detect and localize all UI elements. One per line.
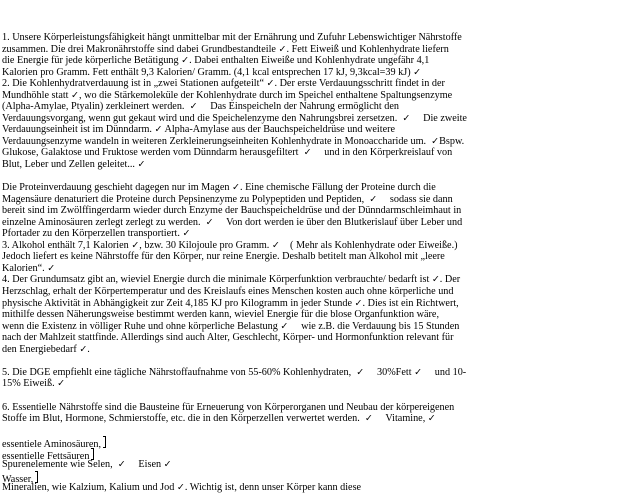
checkmark-icon: ✓ xyxy=(182,228,191,240)
checkmark-icon: ✓ xyxy=(131,239,140,251)
text-line: Verdauungseinheit ist im Dünndarm. ✓ Alpha-Amylase aus der Bauchspeicheldrüse und weitere xyxy=(2,124,396,136)
text-line: Mundhöhle statt ✓, wo die Stärkemoleküle der Kohlenhydrate durch im Speichel enthaltene Spaltungsenzyme xyxy=(2,89,453,101)
checkmark-icon: ✓ xyxy=(354,297,363,309)
text-line: Magensäure denaturiert die Proteine durch Pepsinenzyme zu Polypeptiden und Peptiden, ✓ sodass sie dann xyxy=(2,193,453,205)
text-line: Verdauungsvorgang, wenn gut gekaut wird und die Speichelenzyme den Nahrungsbrei zersetzen. ✓ Die zweite xyxy=(2,112,467,124)
text-line: 6. Essentielle Nährstoffe sind die Bausteine für Erneuerung von Körperorganen und Neubau der körpereigenen xyxy=(2,401,455,413)
checkmark-icon: ✓ xyxy=(431,135,440,147)
text-line: bereit sind im Zwölffingerdarm wieder durch Enzyme der Bauchspeicheldrüse und der Dünndarmschleimhaut in xyxy=(2,205,462,217)
checkmark-icon: ✓ xyxy=(278,43,287,55)
checkmark-icon: ✓ xyxy=(154,124,163,136)
paragraph xyxy=(2,436,627,494)
checkmark-icon: ✓ xyxy=(271,239,280,251)
text-line: Mineralien, wie Kalzium, Kalium und Jod ✓. Wichtig ist, denn unser Körper kann diese xyxy=(2,482,362,494)
checkmark-icon: ✓ xyxy=(280,320,289,332)
text-line: Jedoch liefert es keine Nährstoffe für den Körper, nur reine Energie. Deshalb betitelt man Alkohol mit „leere xyxy=(2,251,445,263)
text-line: Verdauungsenzyme wandeln in weiteren Zerkleinerungseinheiten Kohlenhydrate in Monoaccharide um. ✓Bspw. xyxy=(2,135,465,147)
checkmark-icon: ✓ xyxy=(303,147,312,159)
text-line: essentielle Fettsäuren xyxy=(2,448,627,460)
text-line: einzelne Aminosäuren zerlegt zerlegt zu werden. ✓ Von dort werden ie über den Blutkerislauf über Leber und xyxy=(2,216,463,228)
checkmark-icon: ✓ xyxy=(369,193,378,205)
text-line: Spurenelemente wie Selen, ✓ Eisen ✓ xyxy=(2,459,172,471)
checkmark-icon: ✓ xyxy=(427,413,436,425)
text-line: Blut, Leber und Zellen geleitet... ✓ xyxy=(2,159,146,171)
checkmark-icon: ✓ xyxy=(232,182,240,194)
text-line: (Alpha-Amylae, Ptyalin) zerkleinert werden. ✓ Das Einspeicheln der Nahrung ermöglicht den xyxy=(2,101,399,113)
text-line: Stoffe im Blut, Hormone, Schmierstoffe, etc. die in den Körperzellen verwertet werden. ✓ Vitamine, ✓ xyxy=(2,413,436,425)
checkmark-icon: ✓ xyxy=(189,101,198,113)
text-line: 5. Die DGE empfiehlt eine tägliche Nährstoffaufnahme von 55-60% Kohlenhydraten, ✓ 30%Fett ✓ und 10- xyxy=(2,366,467,378)
checkmark-icon: ✓ xyxy=(431,274,440,286)
text-line: 15% Eiweiß. ✓ xyxy=(2,378,66,390)
text-line: Wasser, xyxy=(2,471,627,483)
text-line: essentiele Aminosäuren, xyxy=(2,436,627,448)
paragraph-gap xyxy=(2,390,627,402)
text-line: 3. Alkohol enthält 7,1 Kalorien ✓, bzw. 30 Kilojoule pro Gramm. ✓ ( Mehr als Kohlenhydrate oder Eiweiße.) xyxy=(2,239,458,251)
checkmark-icon: ✓ xyxy=(57,378,66,390)
text-line: den Energiebedarf ✓. xyxy=(2,343,90,355)
text-line: 1. Unsere Körperleistungsfähigkeit hängt unmittelbar mit der Ernährung und Zufuhr Lebenswichtiger Nährstoffe xyxy=(2,32,462,43)
checkmark-icon: ✓ xyxy=(79,343,88,355)
text-line: 2. Die Kohlenhydratverdauung ist in „zwei Stationen aufgeteilt“ ✓. Der erste Verdauungsschritt findet in der xyxy=(2,78,445,90)
checkmark-icon: ✓ xyxy=(356,366,365,378)
checkmark-icon: ✓ xyxy=(364,413,373,425)
text-line: Herzschlag, erhalt der Körpertemperatur und des Kreislaufs eines Menschen kosten auch ohne körperliche und xyxy=(2,286,454,298)
text-line: Die Proteinverdauung geschieht dagegen nur im Magen ✓. Eine chemische Fällung der Proteine durch die xyxy=(2,182,436,194)
text-line: Pfortader zu den Körperzellen transportiert. ✓ xyxy=(2,228,191,240)
checkmark-icon: ✓ xyxy=(163,459,172,471)
paragraph xyxy=(2,367,627,390)
paragraph xyxy=(2,402,627,425)
checkmark-icon: ✓ xyxy=(413,66,422,78)
text-line: nach der Mahlzeit stattfinde. Allerdings sind auch Alter, Geschlecht, Körper- und Hormonfunktion relevant für xyxy=(2,332,454,344)
paragraph xyxy=(2,182,627,355)
bracket-mark-icon xyxy=(35,471,38,483)
bracket-mark-icon xyxy=(91,448,94,460)
paragraph xyxy=(2,32,627,171)
checkmark-icon: ✓ xyxy=(71,89,80,101)
text-line: die Energie für jede körperliche Betätigung ✓. Dabei enthalten Eiweiße und Kohlenhydrate ungefähr 4,1 xyxy=(2,55,430,67)
checkmark-icon: ✓ xyxy=(205,216,214,228)
checkmark-icon: ✓ xyxy=(402,112,411,124)
checkmark-icon: ✓ xyxy=(117,459,126,471)
text-line: physische Aktivität in Abhängigkeit zur Zeit 4,185 KJ pro Kilogramm in jeder Stunde ✓. Dies ist ein Richtwert, xyxy=(2,297,459,309)
paragraph-gap xyxy=(2,425,627,437)
checkmark-icon: ✓ xyxy=(414,366,423,378)
paragraph-gap xyxy=(2,171,627,183)
paragraph-gap xyxy=(2,355,627,367)
checkmark-icon: ✓ xyxy=(176,482,185,494)
text-line: Glukose, Galaktose und Fruktose werden vom Dünndarm herausgefiltert ✓ und in den Körperkreislauf von xyxy=(2,147,453,159)
text-line: 4. Der Grundumsatz gibt an, wieviel Energie durch die minimale Körperfunktion verbrauchte/ bedarft ist ✓. Der xyxy=(2,274,461,286)
bracket-mark-icon xyxy=(103,436,106,448)
text-line: Kalorien pro Gramm. Fett enthält 9,3 Kalorien/ Gramm. (4,1 kcal entsprechen 17 kJ, 9,3kcal=39 kJ) ✓ xyxy=(2,66,422,78)
checkmark-icon: ✓ xyxy=(181,55,190,67)
document-body xyxy=(2,32,627,494)
text-line: mithilfe dessen Näherungsweise bestimmt werden kann, wieviel Energie für die blose Organfunktion wäre, xyxy=(2,309,439,321)
text-line: zusammen. Die drei Makronährstoffe sind dabei Grundbestandteile ✓. Fett Eiweiß und Kohlenhydrate liefern xyxy=(2,43,449,55)
checkmark-icon: ✓ xyxy=(47,262,56,274)
text-line: wenn die Existenz in völliger Ruhe und ohne körperliche Belastung ✓ wie z.B. die Verdauung bis 15 Stunden xyxy=(2,320,460,332)
text-line: Kalorien“. ✓ xyxy=(2,262,56,274)
checkmark-icon: ✓ xyxy=(266,78,275,90)
checkmark-icon: ✓ xyxy=(137,159,146,171)
